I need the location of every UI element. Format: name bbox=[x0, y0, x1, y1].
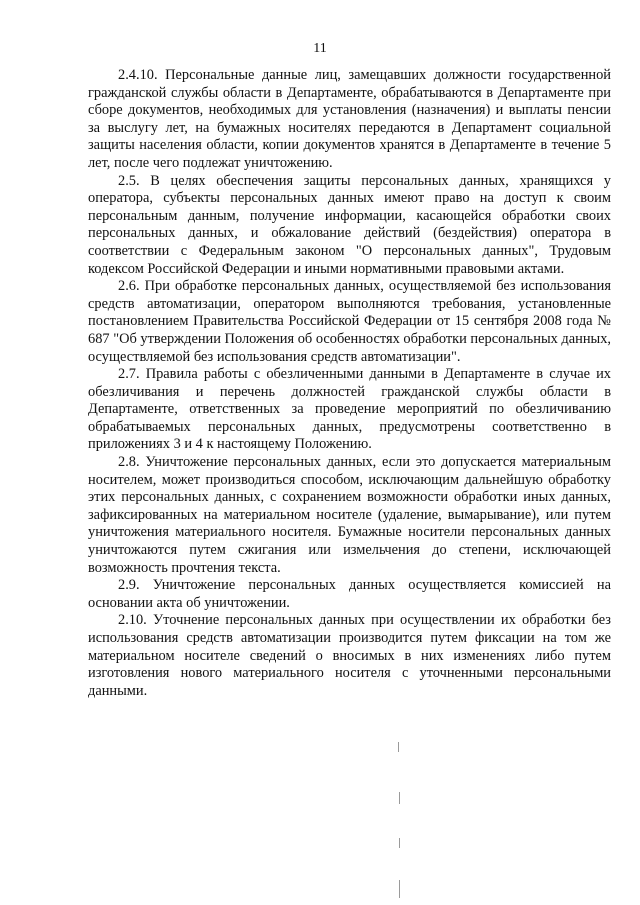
document-body bbox=[88, 67, 611, 700]
paragraph-2-8: 2.8. Уничтожение персональных данных, если это допускается материальным носителем, может производиться способом, исключающим дальнейшую обработку этих персональных данных, с сохранением возможности обработки иных данных, зафиксированных на материальном носителе (удаление, вымарывание), или путем уничтожения материального носителя. Бумажные носители персональных данных уничтожаются путем сжигания или измельчения до степени, исключающей возможность прочтения текста. bbox=[88, 454, 611, 576]
paragraph-2-10: 2.10. Уточнение персональных данных при осуществлении их обработки без использования средств автоматизации производится путем фиксации на том же материальном носителе сведений о вносимых в них изменениях либо путем изготовления нового материального носителя с уточненными персональными данными. bbox=[88, 612, 611, 699]
paragraph-2-7: 2.7. Правила работы с обезличенными данными в Департаменте в случае их обезличивания и перечень должностей гражданской службы области в Департаменте, ответственных за проведение мероприятий по обезличиванию обрабатываемых персональных данных, предусмотрены соответственно в приложениях 3 и 4 к настоящему Положению. bbox=[88, 366, 611, 453]
paragraph-2-6: 2.6. При обработке персональных данных, осуществляемой без использования средств автоматизации, оператором выполняются требования, установленные постановлением Правительства Российской Федерации от 15 сентября 2008 года № 687 "Об утверждении Положения об особенностях обработки персональных данных, осуществляемой без использования средств автоматизации". bbox=[88, 278, 611, 365]
scan-artifact-mark bbox=[399, 880, 400, 898]
scan-artifact-mark bbox=[398, 742, 399, 752]
paragraph-2-5: 2.5. В целях обеспечения защиты персональных данных, хранящихся у оператора, субъекты персональных данных имеют право на доступ к своим персональным данным, получение информации, касающейся обработки своих персональных данных, и обжалование действий (бездействия) оператора в соответствии с Федеральным законом "О персональных данных", Трудовым кодексом Российской Федерации и иными нормативными правовыми актами. bbox=[88, 172, 611, 277]
scan-artifact-mark bbox=[399, 838, 400, 848]
paragraph-2-4-10: 2.4.10. Персональные данные лиц, замещавших должности государственной гражданской службы области в Департаменте, обрабатываются в Департаменте при сборе документов, необходимых для установления (назначения) и выплаты пенсии за выслугу лет, на бумажных носителях передаются в Департамент социальной защиты населения области, копии документов хранятся в Департаменте в течение 5 лет, после чего подлежат уничтожению. bbox=[88, 67, 611, 171]
paragraph-2-9: 2.9. Уничтожение персональных данных осуществляется комиссией на основании акта об уничтожении. bbox=[88, 577, 611, 611]
page-number: 11 bbox=[313, 41, 327, 56]
scan-artifact-mark bbox=[399, 792, 400, 804]
